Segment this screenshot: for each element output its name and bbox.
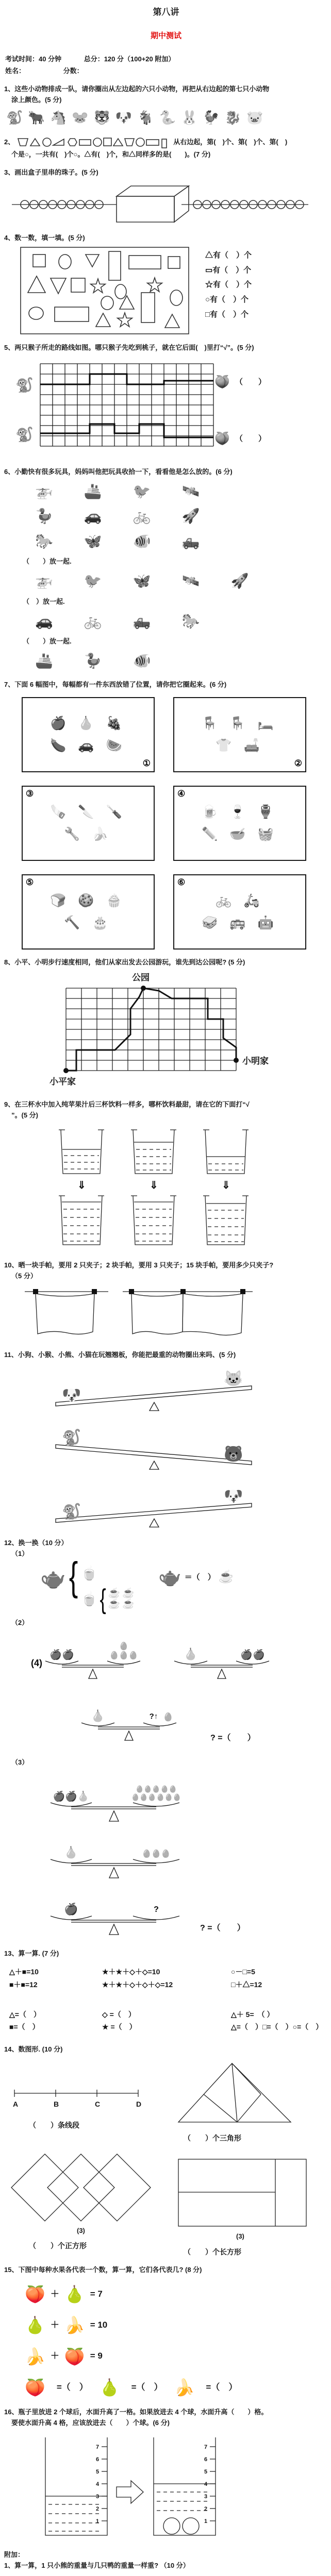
q1-text-line1: 1、这些小动物排成一队，请你圈出从左边起的六只小动物，再把从右边起的第七只小动物 [4,85,270,93]
q12-scaleA-egg-top: 🥚 [119,1641,129,1651]
q14-text: 14、数图形. (10 分) [4,2045,63,2053]
svg-text:⇓: ⇓ [150,1180,158,1192]
question-16 [4,2408,328,2542]
q6-answer-line1: （ ）放一起. [23,557,72,566]
q12-pot-icon-top: 🍵 [81,1565,98,1581]
q12-sub3-label: （3） [11,1758,29,1766]
q13-col2-ans2: ★ =（ ） [102,2023,137,2031]
bonus-seesaw-1-figure [35,2574,283,2576]
q16-b1-tick-2: 2 [96,2506,100,2513]
q14-triangle-figure [174,2059,298,2129]
q13-col2-eq2: ★＋★＋◇＋◇＋◇=12 [102,1980,173,1989]
q12-scaleC-question-arrow: ?↑ [149,1711,158,1721]
q14-rectangle-figure [174,2155,319,2243]
q13-col3-eq1: ○－□=5 [231,1968,255,1976]
question-1 [4,84,328,127]
q15-banana-icon-2: 🍌 [25,2347,45,2366]
q5-monkey-1-icon: 🐒 [15,377,34,393]
bonus-q1-text: 1、算一算，1 只小熊的重量与几只鸭的重量一样重? （10 分） [4,2561,190,2569]
q13-col2-ans1: ◇ =（ ） [102,2010,136,2019]
q15-plus-2: ＋ [50,2320,59,2330]
q14-squares-sublabel: (3) [77,2226,85,2234]
q16-text-line1: 16、瓶子里放进 2 个球后，水面升高了一格。如果放进去 4 个球，水面升高（ ）格。 [4,2408,268,2416]
q15-pear-icon-2: 🍐 [25,2316,45,2335]
q12-scaleD-fruit-group: 🍎🍎🍐 [53,1791,90,1802]
q4-count-rectangle: ▭有（ ）个 [205,265,252,275]
q12-sub1-label: （1） [11,1549,29,1557]
q15-result-2: = 10 [90,2320,108,2330]
q12-scales-row1-figure [4,1631,313,1693]
q4-count-triangle: △有（ ）个 [205,250,252,260]
q8-park-map-figure [4,970,293,1092]
q13-answers-row [9,2005,328,2037]
q7-box5-items-row1: 🍞 🍪 🧁 [50,893,126,908]
q11-seesaw1-dog-icon: 🐶 [62,1386,81,1404]
q12-cup-icon-3: ☕ [108,1598,121,1609]
q6-text: 6、小勤快有很多玩具，妈妈叫他把玩具收拾一下，看看他是怎么放的。(6 分) [4,467,233,476]
q6-toys-row1: 🚁 🚢 🐦 🛰️ [35,483,208,499]
question-7 [4,680,328,950]
q16-b2-tick-3: 3 [204,2494,208,2500]
q15-peach-icon-3: 🍑 [25,2378,45,2397]
q6-toys-row5: 🚗 🚲 🛻 🐎 [35,613,208,629]
q12-cup-icon-1: ☕ [108,1588,121,1599]
q12-scaleB-pear: 🍐 [184,1647,198,1660]
q12-kettle-icon: 🫖 [40,1567,66,1590]
q6-toys-row2: 🦆 🚗 🚲 🚀 [35,508,208,524]
q2-text-line2: 个是○，一共有( )个○。△有( )个，和△同样多的是( )。(7 分) [11,150,211,159]
question-11 [4,1350,328,1530]
q13-equations-row1 [9,1962,328,1994]
q5-peach-2-icon: 🍑 [214,431,230,446]
q12-cups-grid [108,1588,135,1610]
q5-monkey-maze-figure [4,356,324,459]
q15-equation-2 [25,2313,328,2337]
q16-b1-tick-5: 5 [96,2469,100,2476]
q7-box-1 [22,697,155,772]
q7-box1-number: ① [142,758,151,768]
name-score-row [5,66,328,76]
q15-plus-3: ＋ [50,2351,59,2361]
q12-scaleC-pear: 🍐 [91,1709,105,1722]
q12-kettle-icon-2: 🫖 [158,1566,181,1588]
q7-box6-items-row1: 🚲 🛵 [216,893,264,908]
q7-box6-number: ⑥ [177,877,186,887]
q12-cup-icon-2: ☕ [122,1588,135,1599]
q14-figures-grid [4,2059,328,2257]
q11-seesaw2-monkey-icon: 🐒 [62,1429,81,1446]
q14-figure-squares [4,2149,159,2257]
score-label: 分数： [63,67,84,75]
q7-box4-items-row1: 🍺 🍷 🏺 [202,805,278,820]
q12-scaleC-egg: 🥚 [163,1713,173,1722]
q7-text: 7、下面 6 幅图中，每幅都有一件东西放错了位置，请你把它圈起来。(6 分) [4,680,227,688]
q1-zodiac-animals-row: 🐒🐂🐴🐭🐯🐶🐐🐍🐰🐓🐉🐷 [6,109,269,125]
q14-caption-rectangles: （ ）个长方形 [184,2247,241,2256]
q15-pear-icon: 🍐 [64,2284,85,2303]
q11-seesaw3-monkey-icon: 🐒 [62,1503,81,1520]
q11-seesaw-3-figure [40,1477,283,1530]
q15-result-3: = 9 [90,2351,103,2361]
q11-seesaw-1-figure [40,1363,283,1417]
q12-pot-icon-bottom: 🍵 [81,1591,98,1607]
svg-text:⇓: ⇓ [222,1180,230,1192]
q7-box3-number: ③ [26,788,34,799]
q7-box-4 [173,786,306,861]
q11-text: 11、小狗、小猴、小熊、小猫在玩翘翘板，你能把最重的动物圈出来吗、(5 分) [4,1350,236,1359]
q5-blank-2: （ ） [235,434,267,443]
q14-point-C-label: C [95,2100,101,2109]
q15-answer-blank-2: =（ ） [131,2382,163,2392]
q14-figure-triangles [159,2059,324,2143]
q16-b1-tick-1: 1 [96,2518,100,2525]
q12-brace-1: { [69,1554,78,1600]
q4-shapes-box-figure [20,246,190,335]
svg-text:⇓: ⇓ [77,1180,86,1192]
q8-xiaoming-home-label: 小明家 [242,1056,269,1066]
question-4 [4,233,328,335]
q14-point-D-label: D [136,2100,142,2109]
q4-count-circle: ○有（ ）个 [205,295,249,304]
q7-box5-number: ⑤ [26,877,34,887]
q16-b2-tick-4: 4 [204,2481,208,2488]
q9-text-line2: ”。(5 分) [11,1111,39,1120]
q2-number: 2、 [4,138,15,146]
q11-seesaw2-bear-icon: 🐻 [224,1445,243,1463]
q12-scales-row2-figure [4,1696,313,1753]
q15-answer-blank-3: =（ ） [206,2382,238,2392]
q15-text: 15、下图中每种水果各代表一个数，算一算，它们各代表几? (8 分) [4,2265,202,2274]
q16-b1-tick-3: 3 [96,2494,100,2500]
q7-box1-items-row2: 🍆 🚗 🍉 [50,738,126,753]
q12-text: 12、换一换（10 分） [4,1538,68,1547]
page-title: 第八讲 [153,7,179,17]
q16-b2-tick-5: 5 [204,2469,208,2476]
name-label: 姓名： [5,67,26,75]
q12-scaleA-eggs-bottom: 🥚🥚🥚 [109,1651,139,1660]
q6-toys-row4: 🚁 🐦 🦋 🛰️ 🚀 [35,573,257,589]
q9-beakers-figure [35,1124,262,1252]
q7-box4-items-row2: ✏️ 🥣 🧺 [202,826,278,841]
q15-pear-icon-3: 🍐 [99,2378,120,2397]
q12-scaleF-question: ? [154,1905,159,1914]
q4-count-list [205,246,252,324]
q11-seesaw3-dog-icon: 🐶 [224,1487,243,1505]
q8-park-label: 公园 [132,973,150,983]
q3-text: 3、画出盒子里串的珠子。(5 分) [4,168,98,177]
bonus-title: 附加： [4,2551,25,2559]
question-5 [4,343,328,459]
total-score-label: 总分：120 分（100+20 附加） [84,55,175,63]
q4-text: 4、数一数，填一填。(5 分) [4,234,85,242]
q12-scaleD-eggs-row2: 🥚🥚🥚🥚🥚🥚 [131,1793,181,1801]
q15-banana-icon-3: 🍌 [174,2378,195,2397]
q4-count-star: ☆有（ ）个 [205,280,252,290]
q2-shapes-row-figure [16,135,171,149]
q12-cup-icon-5: ☕ [218,1570,234,1584]
q7-box2-items-row2: 👕 🛋️ [216,738,264,753]
exam-meta [5,55,328,64]
q7-box-5 [22,874,155,950]
q15-answers-row [25,2376,328,2399]
q12-scaleA-apples: 🍎🍎 [49,1649,74,1660]
question-6 [4,467,328,672]
q10-handkerchiefs-figure [20,1284,262,1342]
q16-text-line2: 要使水面升高 4 格，应该放进去（ ）个球。(6 分) [11,2419,170,2427]
q7-box2-number: ② [294,758,302,768]
q12-four-label: (4) [31,1657,42,1668]
q7-box-3 [22,786,155,861]
q7-box4-number: ④ [177,788,186,799]
q6-toys-row6: 🚢 🦆 🐠 [35,653,159,669]
q7-box-2 [173,697,306,772]
q14-segment-line-figure [9,2080,143,2116]
question-8 [4,958,328,1092]
q12-answer-blank-2: ? =（ ） [200,1923,245,1933]
test-title: 期中测试 [150,31,181,40]
q13-col1-ans1: △=（ ） [9,2010,41,2019]
q13-col2-eq1: ★＋★＋◇＋◇=10 [102,1968,160,1976]
q3-beads-box-figure [4,181,319,225]
q11-seesaw-2-figure [40,1420,283,1473]
question-12 [4,1538,328,1941]
q15-plus-1: ＋ [50,2289,59,2299]
question-3 [4,168,328,225]
q16-b2-tick-7: 7 [204,2444,208,2451]
q7-box2-items-row1: 🪑 🪑 🛏️ [202,716,278,731]
q14-figure-rectangles [159,2149,324,2257]
q15-peach-icon: 🍑 [25,2284,45,2303]
q12-scales-group3-figure [4,1771,313,1941]
q7-box1-items-row1: 🍎 🍐 🍇 [50,716,126,731]
q14-point-B-label: B [54,2100,59,2109]
q16-bottles-figure [25,2431,241,2542]
q8-text: 8、小平、小明步行速度相同，他们从家出发去公园游玩，谁先到达公园呢? (5 分) [4,958,245,966]
q5-blank-1: （ ） [235,377,267,386]
q12-cup-icon-4: ☕ [122,1598,135,1609]
q14-caption-segments: （ ）条线段 [29,2121,79,2130]
q14-rect-sublabel: (3) [236,2232,244,2240]
q15-answer-blank-1: =（ ） [56,2382,88,2392]
q7-box3-items-row2: 🔧 🍌 [64,826,112,841]
q13-col3-ans1: △＋ 5= （ ） [231,2010,274,2019]
question-13 [4,1949,328,2037]
q13-col3-ans2: △=（ ）□=（ ）○=（ ） [231,2023,323,2031]
q12-sub2-label: （2） [11,1618,29,1626]
q15-fruit-equations-figure [25,2282,328,2400]
q12-kettle-equals-row [158,1564,234,1590]
q14-diamonds-figure [6,2149,156,2236]
q16-b1-tick-6: 6 [96,2456,100,2463]
q16-b2-tick-6: 6 [204,2456,208,2463]
question-9 [4,1100,328,1252]
q6-answer-line3: （ ）放一起. [23,637,72,646]
q12-scaleF-apple: 🍎 [64,1902,78,1916]
q2-text-line1: 从右边起，第( )个、第( )个、第( ) [173,138,288,146]
q6-toys-row3: 🐎 🦋 🐠 🛻 [35,533,208,549]
q9-text-line1: 9、在三杯水中加入纯苹果汁后三杯饮料一样多，哪杯饮料最甜，请在它的下面打“√ [4,1100,250,1109]
q13-col1-eq1: △＋■=10 [9,1968,39,1976]
q10-text-line2: （5 分） [11,1272,37,1280]
exam-time-label: 考试时间：40 分钟 [5,55,62,63]
q5-text: 5、两只猴子所走的路线如图。哪只猴子先吃到桃子，就在它后面( )里打“√”。(5 分) [4,343,254,351]
q6-answer-line2: （ ）放一起. [23,597,65,605]
q13-col1-eq2: ■＋■=12 [9,1980,38,1989]
question-2 [4,135,328,160]
q15-result-1: = 7 [90,2289,103,2299]
q16-b2-tick-2: 2 [204,2506,208,2513]
q11-seesaw1-cat-icon: 🐱 [224,1370,243,1387]
q12-kettle-exchange-figure [40,1554,328,1615]
q12-scaleE-pear: 🍐 [64,1845,78,1859]
q12-scaleD-eggs-row1: 🥚🥚🥚🥚🥚 [135,1785,177,1793]
q15-banana-icon: 🍌 [64,2316,85,2335]
q15-peach-icon-2: 🍑 [64,2347,85,2366]
q12-scaleE-eggs: 🥚🥚🥚 [141,1849,171,1858]
q13-col3-eq2: □＋△=12 [231,1980,262,1989]
q12-brace-2: { [100,1583,106,1615]
q10-text-line1: 10、晒一块手帕，要用 2 只夹子；2 块手帕，要用 3 只夹子；15 块手帕，要用多少只夹子? [4,1261,274,1269]
q16-b1-tick-4: 4 [96,2481,100,2488]
q13-text: 13、算一算. (7 分) [4,1949,59,1957]
q16-b2-tick-1: 1 [204,2518,208,2525]
q1-text-line2: 涂上颜色。(5 分) [11,95,62,104]
q5-peach-1-icon: 🍑 [214,375,230,389]
q7-box6-items-row2: 🥪 🚌 🤖 [202,915,278,930]
q7-box-6 [173,874,306,950]
q14-caption-squares: （ ）个正方形 [29,2241,87,2250]
q5-monkey-2-icon: 🐒 [15,426,34,443]
q4-count-square: □有（ ）个 [205,310,249,319]
q15-equation-3 [25,2345,328,2368]
q8-xiaoping-home-label: 小平家 [49,1077,76,1087]
q15-equation-1 [25,2282,328,2306]
q7-box3-items-row1: 🪚 🔪 🪛 [50,805,126,820]
q12-kettle-blank: ＝（ ） [184,1572,216,1582]
q7-boxes-grid [22,697,328,950]
q16-b1-tick-7: 7 [96,2444,100,2451]
q14-figure-segments [4,2059,159,2143]
q13-col1-ans2: ■=（ ） [9,2023,40,2031]
bonus-section [4,2550,328,2576]
question-14 [4,2045,328,2257]
question-15 [4,2265,328,2399]
q7-box5-items-row2: 🔨 🎂 [64,915,112,930]
q12-answer-blank-1: ? =（ ） [210,1733,256,1742]
q14-point-A-label: A [13,2100,19,2109]
q12-scaleB-apples: 🍎🍎 [240,1649,265,1660]
question-10 [4,1261,328,1342]
q14-caption-triangles: （ ）个三角形 [184,2134,241,2143]
